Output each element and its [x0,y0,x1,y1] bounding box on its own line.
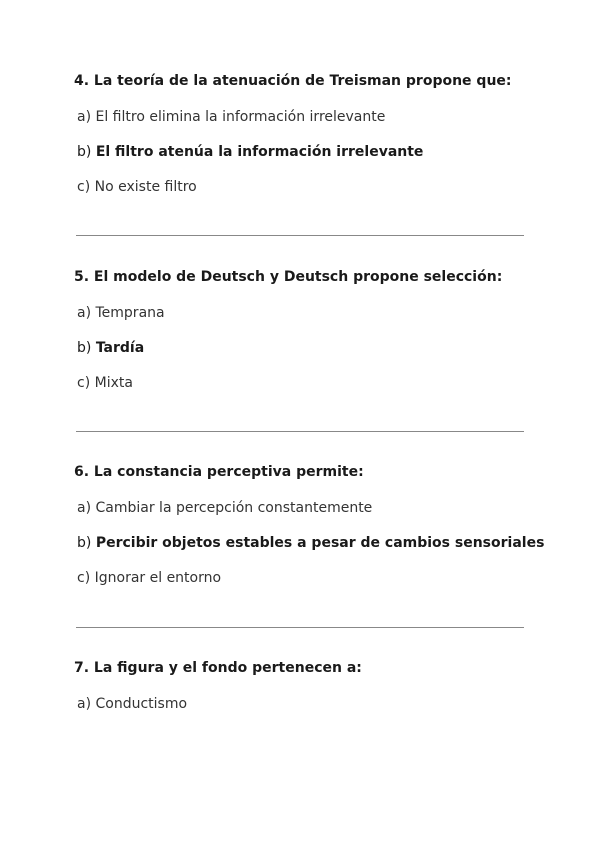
option-c [77,374,133,392]
option-c [77,178,197,196]
option-text: Mixta [94,375,133,391]
option-b-correct [77,339,144,357]
option-letter: a) [77,696,92,712]
option-text: Tardía [95,340,145,356]
option-b-correct [77,534,544,552]
option-text: No existe filtro [94,179,197,195]
option-c [77,569,221,587]
option-a [77,695,187,713]
option-letter: b) [77,340,92,356]
option-letter: a) [77,500,92,516]
option-letter: a) [77,109,92,125]
option-a [77,499,372,517]
question-title: 4. La teoría de la atenuación de Treisman propone que: [74,73,512,89]
option-text: Percibir objetos estables a pesar de cambios sensoriales [95,535,545,551]
option-letter: b) [77,144,92,160]
option-text: El filtro atenúa la información irrelevante [95,144,424,160]
question-title: 5. El modelo de Deutsch y Deutsch propone selección: [74,269,503,285]
divider [76,235,524,236]
option-text: Cambiar la percepción constantemente [95,500,373,516]
question-7 [74,659,534,712]
option-a [77,304,165,322]
option-letter: c) [77,375,91,391]
question-title: 7. La figura y el fondo pertenecen a: [74,660,362,676]
option-text: El filtro elimina la información irrelevante [95,109,386,125]
option-letter: c) [77,570,91,586]
divider [76,627,524,628]
question-6 [74,463,545,586]
question-4 [74,72,534,195]
option-b-correct [77,143,423,161]
option-text: Conductismo [95,696,188,712]
option-text: Ignorar el entorno [94,570,222,586]
divider [76,431,524,432]
option-letter: c) [77,179,91,195]
option-a [77,108,385,126]
option-letter: a) [77,305,92,321]
option-text: Temprana [95,305,165,321]
option-letter: b) [77,535,92,551]
question-5 [74,268,534,391]
question-title: 6. La constancia perceptiva permite: [74,464,364,480]
